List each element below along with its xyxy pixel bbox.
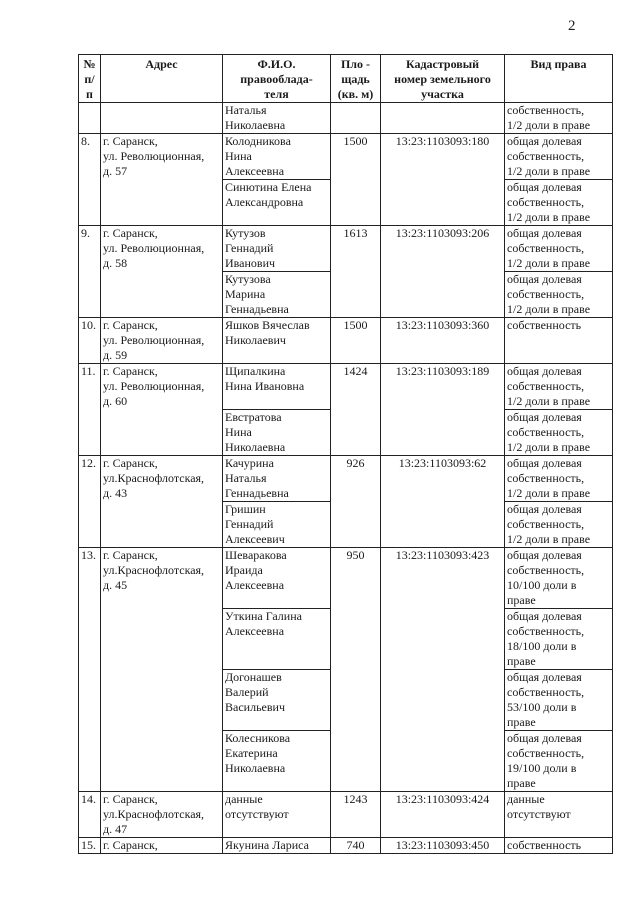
- owner-name: Яшков Вячеслав Николаевич: [223, 318, 331, 364]
- continuation-num: [79, 103, 101, 134]
- owner-right: общая долевая собственность, 1/2 доли в праве: [505, 226, 613, 272]
- owner-name: Колодникова Нина Алексеевна: [223, 134, 331, 180]
- owner-name: Кутузова Марина Геннадьевна: [223, 272, 331, 318]
- record-area: 1500: [331, 318, 381, 364]
- owner-right: общая долевая собственность, 1/2 доли в праве: [505, 134, 613, 180]
- owner-right: общая долевая собственность, 1/2 доли в праве: [505, 180, 613, 226]
- owner-right: общая долевая собственность, 18/100 доли в праве: [505, 609, 613, 670]
- record-number: 8.: [79, 134, 101, 226]
- owner-name: Синютина Елена Александровна: [223, 180, 331, 226]
- owner-name: данные отсутствуют: [223, 792, 331, 838]
- land-registry-table: [78, 54, 613, 854]
- record-number: 14.: [79, 792, 101, 838]
- record-number: 11.: [79, 364, 101, 456]
- record-row: [79, 792, 613, 838]
- continuation-cadastral: [381, 103, 505, 134]
- header-right: Вид права: [505, 55, 613, 103]
- record-cadastral: 13:23:1103093:206: [381, 226, 505, 318]
- continuation-area: [331, 103, 381, 134]
- record-address: г. Саранск, ул.Краснофлотская, д. 45: [101, 548, 223, 792]
- owner-name: Шеваракова Ираида Алексеевна: [223, 548, 331, 609]
- record-area: 1243: [331, 792, 381, 838]
- record-area: 1613: [331, 226, 381, 318]
- header-area: Пло - щадь (кв. м): [331, 55, 381, 103]
- owner-right: общая долевая собственность, 53/100 доли в праве: [505, 670, 613, 731]
- record-address: г. Саранск, ул.Краснофлотская, д. 47: [101, 792, 223, 838]
- owner-right: общая долевая собственность, 1/2 доли в праве: [505, 364, 613, 410]
- record-row: [79, 548, 613, 609]
- owner-name: Евстратова Нина Николаевна: [223, 410, 331, 456]
- record-area: 950: [331, 548, 381, 792]
- record-cadastral: 13:23:1103093:62: [381, 456, 505, 548]
- owner-name: Догонашев Валерий Васильевич: [223, 670, 331, 731]
- header-address: Адрес: [101, 55, 223, 103]
- record-address: г. Саранск, ул. Революционная, д. 60: [101, 364, 223, 456]
- owner-right: общая долевая собственность, 1/2 доли в праве: [505, 410, 613, 456]
- header-num: № п/ п: [79, 55, 101, 103]
- owner-name: Щипалкина Нина Ивановна: [223, 364, 331, 410]
- record-number: 12.: [79, 456, 101, 548]
- record-address: г. Саранск, ул. Революционная, д. 58: [101, 226, 223, 318]
- owner-name: Уткина Галина Алексеевна: [223, 609, 331, 670]
- record-address: г. Саранск, ул. Революционная, д. 59: [101, 318, 223, 364]
- record-cadastral: 13:23:1103093:180: [381, 134, 505, 226]
- record-area: 1500: [331, 134, 381, 226]
- owner-right: общая долевая собственность, 1/2 доли в праве: [505, 502, 613, 548]
- record-row: [79, 134, 613, 180]
- record-number: 10.: [79, 318, 101, 364]
- header-cadastral: Кадастровый номер земельного участка: [381, 55, 505, 103]
- owner-name: Колесникова Екатерина Николаевна: [223, 731, 331, 792]
- record-address: г. Саранск, ул. Революционная, д. 57: [101, 134, 223, 226]
- owner-name: Качурина Наталья Геннадьевна: [223, 456, 331, 502]
- owner-right: общая долевая собственность, 1/2 доли в праве: [505, 456, 613, 502]
- owner-name: Кутузов Геннадий Иванович: [223, 226, 331, 272]
- record-address: г. Саранск,: [101, 838, 223, 854]
- record-cadastral: 13:23:1103093:424: [381, 792, 505, 838]
- record-address: г. Саранск, ул.Краснофлотская, д. 43: [101, 456, 223, 548]
- record-area: 740: [331, 838, 381, 854]
- record-number: 9.: [79, 226, 101, 318]
- owner-right: общая долевая собственность, 10/100 доли в праве: [505, 548, 613, 609]
- continuation-owner: Наталья Николаевна: [223, 103, 331, 134]
- record-row: [79, 226, 613, 272]
- header-owner: Ф.И.О. правообладa- теля: [223, 55, 331, 103]
- record-area: 1424: [331, 364, 381, 456]
- owner-right: собственность: [505, 318, 613, 364]
- record-row: [79, 456, 613, 502]
- continuation-address: [101, 103, 223, 134]
- record-cadastral: 13:23:1103093:450: [381, 838, 505, 854]
- header-row: [79, 55, 613, 103]
- record-cadastral: 13:23:1103093:189: [381, 364, 505, 456]
- continuation-right: собственность, 1/2 доли в праве: [505, 103, 613, 134]
- record-row: [79, 364, 613, 410]
- page-number: 2: [568, 18, 576, 34]
- record-row: [79, 318, 613, 364]
- owner-right: собственность: [505, 838, 613, 854]
- continuation-row: [79, 103, 613, 134]
- record-number: 15.: [79, 838, 101, 854]
- record-cadastral: 13:23:1103093:360: [381, 318, 505, 364]
- owner-right: общая долевая собственность, 19/100 доли в праве: [505, 731, 613, 792]
- record-cadastral: 13:23:1103093:423: [381, 548, 505, 792]
- record-row: [79, 838, 613, 854]
- owner-name: Гришин Геннадий Алексеевич: [223, 502, 331, 548]
- owner-right: общая долевая собственность, 1/2 доли в праве: [505, 272, 613, 318]
- owner-name: Якунина Лариса: [223, 838, 331, 854]
- owner-right: данные отсутствуют: [505, 792, 613, 838]
- record-number: 13.: [79, 548, 101, 792]
- record-area: 926: [331, 456, 381, 548]
